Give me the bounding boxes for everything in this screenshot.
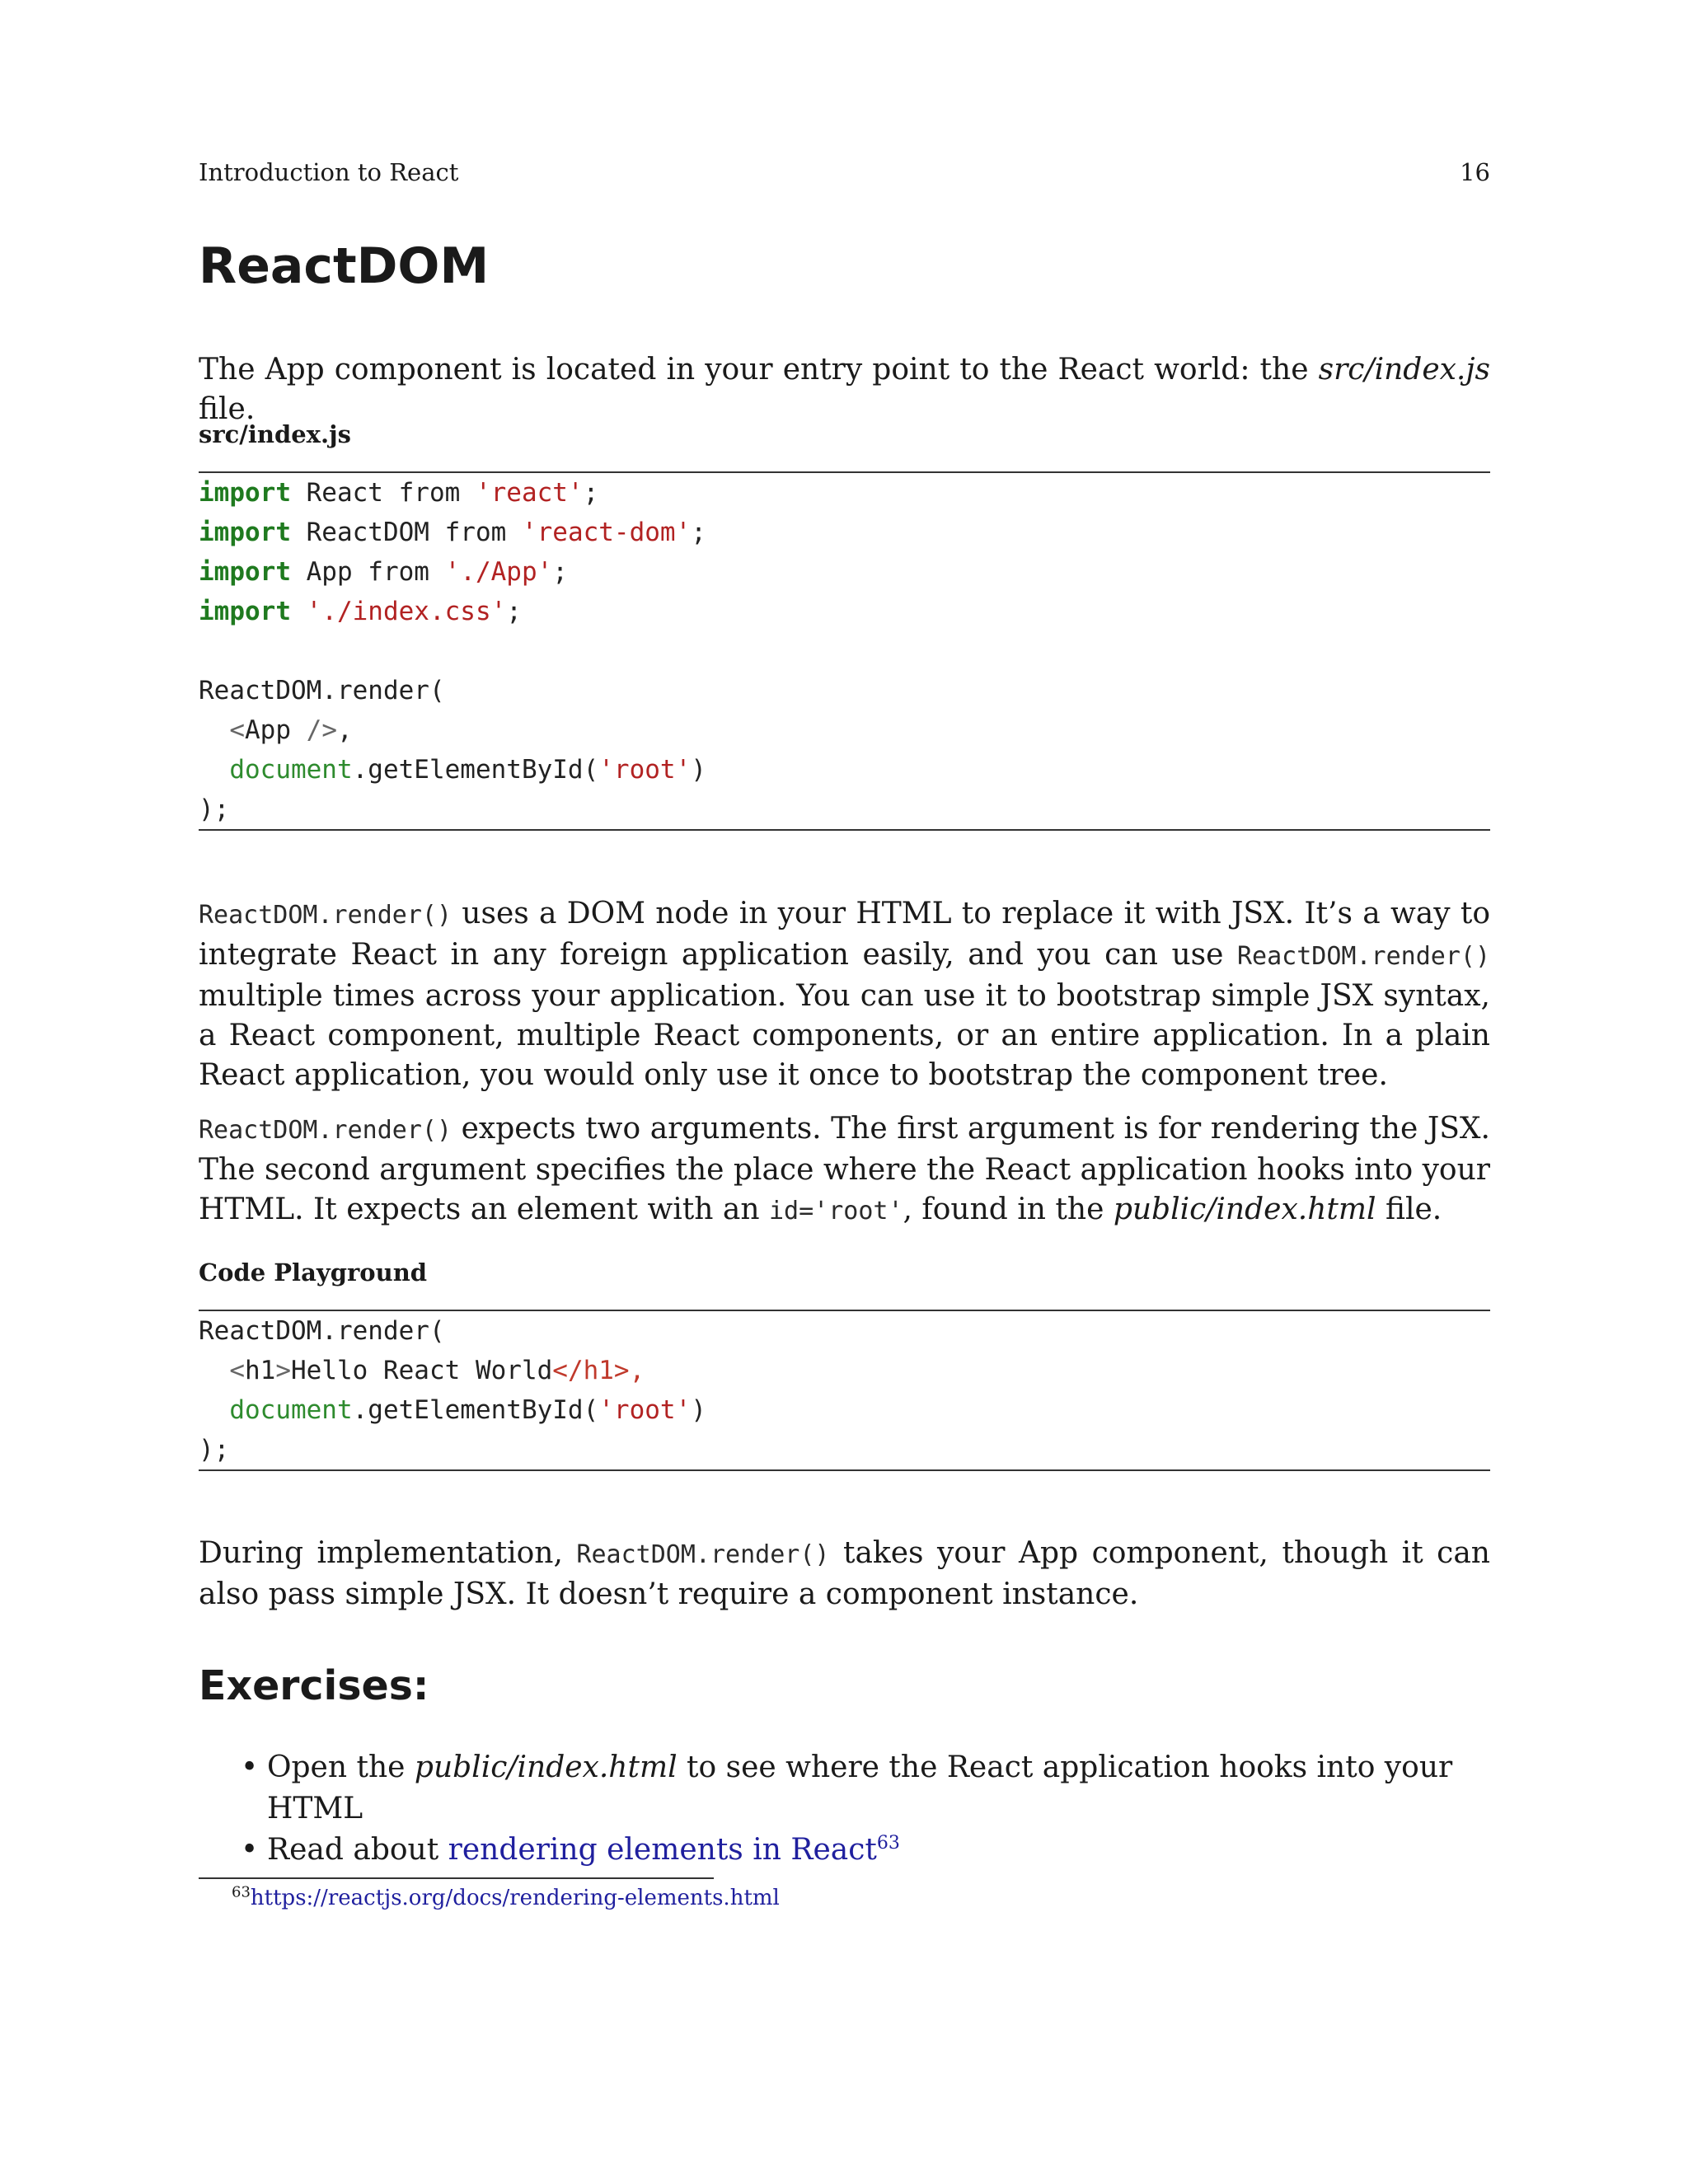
code-token: ; [552, 557, 568, 587]
code-token: import [199, 518, 291, 547]
intro-text-end: file. [199, 392, 256, 426]
code-line [199, 710, 1490, 750]
code-token: ); [199, 1435, 230, 1465]
file-name: public/index.html [1113, 1193, 1376, 1226]
footnote [232, 1884, 780, 1912]
code-token: './App' [444, 557, 553, 587]
code-listing-index-js [199, 471, 1490, 831]
code-token: ; [583, 478, 599, 508]
code-token: ) [691, 755, 706, 785]
listing-caption: src/index.js [199, 420, 351, 448]
code-token: 'react-dom' [521, 518, 692, 547]
paragraph-render-args [199, 1109, 1490, 1231]
intro-paragraph [199, 350, 1490, 429]
code-token: 'react' [475, 478, 584, 508]
code-token: ; [691, 518, 706, 547]
code-token [199, 1356, 229, 1385]
code-token: < [229, 1356, 245, 1385]
code-token: < [229, 715, 245, 745]
code-line [199, 1351, 1490, 1390]
code-token: ; [506, 597, 522, 626]
bullet-icon: • [241, 1833, 259, 1867]
code-token: App from [290, 557, 445, 587]
paragraph-implementation [199, 1534, 1490, 1615]
code-line [199, 1430, 1490, 1469]
code-token [199, 1395, 229, 1425]
code-token: 'root' [598, 755, 692, 785]
code-token: ReactDOM.render( [199, 676, 445, 705]
book-page [199, 0, 1490, 2184]
code-line [199, 592, 1490, 631]
code-line [199, 1390, 1490, 1430]
code-token: import [199, 557, 291, 587]
code-line [199, 513, 1490, 552]
code-token [199, 715, 229, 745]
list-item-text: Open the [267, 1750, 415, 1784]
rendering-elements-link[interactable]: rendering elements in React [448, 1833, 877, 1867]
code-token: ReactDOM.render( [199, 1316, 445, 1346]
bullet-icon: • [241, 1750, 259, 1784]
code-token: 'root' [598, 1395, 692, 1425]
code-token: h1 [245, 1356, 276, 1385]
code-token: .getElementById( [352, 755, 599, 785]
inline-code: id='root' [768, 1197, 903, 1226]
file-name: public/index.html [414, 1750, 678, 1784]
inline-code: ReactDOM.render() [576, 1540, 830, 1569]
list-item-text: Read about [267, 1833, 448, 1867]
code-token: > [275, 1356, 291, 1385]
code-line [199, 790, 1490, 829]
code-token: document [229, 755, 353, 785]
code-line [199, 671, 1490, 710]
code-token [199, 755, 229, 785]
code-token: ); [199, 794, 230, 824]
paragraph-text: takes your App component, though it can also pass simple JSX. It doesn’t require a component instance. [199, 1536, 1490, 1611]
code-token: ) [691, 1395, 706, 1425]
running-header [199, 158, 1490, 191]
code-line [199, 631, 1490, 671]
code-token: , [336, 715, 353, 745]
code-token: Hello React World [291, 1356, 553, 1385]
inline-code: ReactDOM.render() [199, 901, 452, 930]
footnote-ref[interactable]: 63 [876, 1833, 900, 1854]
code-token: App [245, 715, 307, 745]
exercises-heading: Exercises: [199, 1662, 429, 1709]
paragraph-text: multiple times across your application. You can use it to bootstrap simple JSX syntax, a React component, multiple React components, or an entire application. In a plain React application, you would only use it once to bootstrap the component tree. [199, 979, 1490, 1092]
intro-text: The App component is located in your entry point to the React world: the [199, 353, 1319, 387]
footnote-url-link[interactable]: https://reactjs.org/docs/rendering-elements.html [250, 1886, 780, 1910]
inline-code: ReactDOM.render() [199, 1116, 452, 1145]
code-token: import [199, 478, 291, 508]
code-token: .getElementById( [352, 1395, 599, 1425]
inline-code: ReactDOM.render() [1236, 942, 1490, 971]
page-number: 16 [1460, 158, 1490, 186]
paragraph-text: , found in the [903, 1193, 1114, 1226]
code-line [199, 750, 1490, 790]
paragraph-text: uses a DOM node in your HTML to replace it with JSX. It’s a way to integrate React in any foreign application easily, and you can use [199, 897, 1490, 972]
paragraph-render-intro [199, 894, 1490, 1095]
code-token: './index.css' [306, 597, 507, 626]
paragraph-text: expects two arguments. The first argument is for rendering the JSX. The second argument specifies the place where the React application hooks into your HTML. It expects an element with an [199, 1112, 1490, 1226]
code-listing-playground [199, 1310, 1490, 1471]
chapter-title: Introduction to React [199, 158, 459, 186]
code-line [199, 473, 1490, 513]
code-token: /> [306, 715, 337, 745]
code-line [199, 552, 1490, 592]
code-token: import [199, 597, 291, 626]
list-item [199, 1747, 1490, 1830]
code-token: </h1>, [552, 1356, 645, 1385]
exercise-list [199, 1747, 1490, 1871]
code-line [199, 1311, 1490, 1351]
code-token [291, 597, 307, 626]
footnote-number: 63 [232, 1883, 251, 1901]
code-token: document [229, 1395, 353, 1425]
code-token: ReactDOM from [290, 518, 522, 547]
paragraph-text: file. [1376, 1193, 1442, 1226]
list-item-text: to see where the React application hooks into your HTML [267, 1750, 1453, 1825]
playground-caption: Code Playground [199, 1258, 428, 1286]
paragraph-text: During implementation, [199, 1536, 577, 1570]
intro-file-name: src/index.js [1318, 353, 1490, 387]
section-heading: ReactDOM [199, 237, 490, 295]
code-token: React from [290, 478, 476, 508]
list-item [199, 1830, 1490, 1871]
footnote-divider [199, 1877, 714, 1879]
